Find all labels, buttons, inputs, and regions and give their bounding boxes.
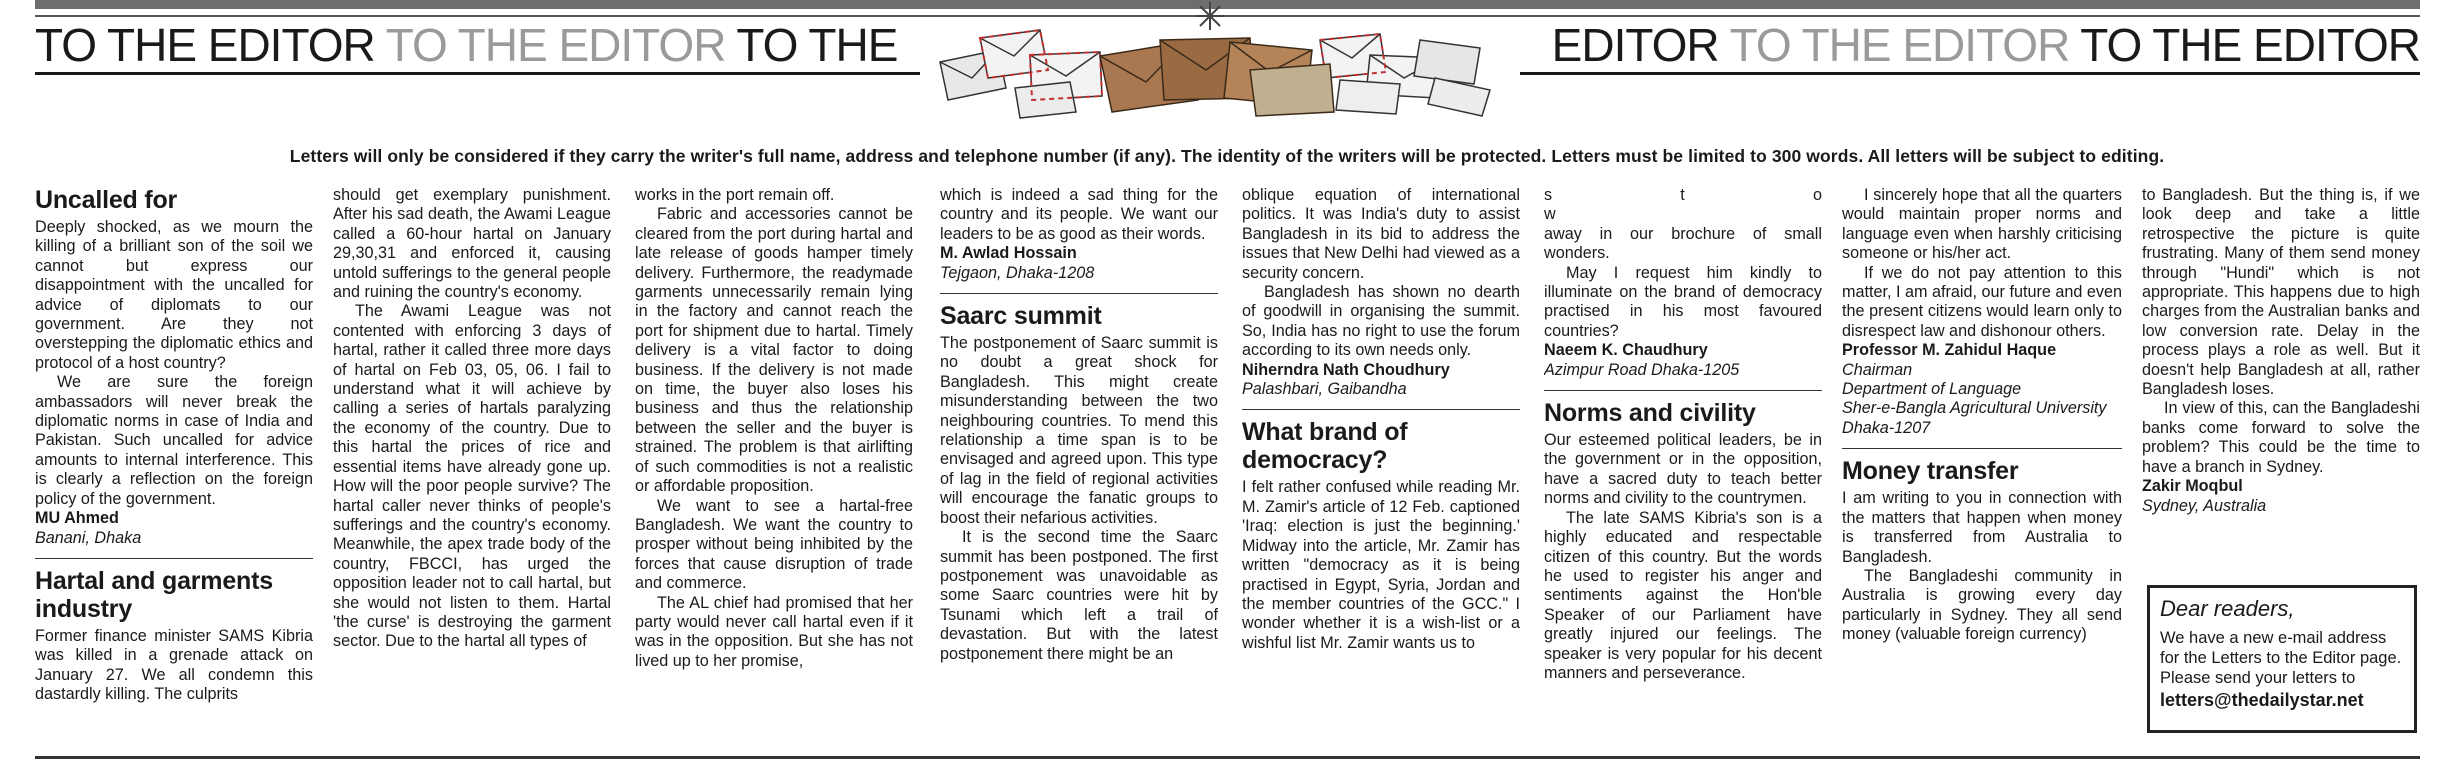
letter-paragraph: The Awami League was not contented with enforcing 3 days of hartal, rather it called three more days of hartal on Feb 03, 05, 06. I fail to understand what it will achieve by calling a series of hartals paralyzing the economy of the country. Due to this hartal the prices of rice and essential items have already gone up. How will the poor people survive? The hartal caller never thinks of people's sufferings and the country's economy. Meanwhile, the apex trade body of the country, FBCCI, has urged the opposition leader not to call hartal, but she would not listen to them. Hartal 'the curse' is destroying the garment sector. Due to the hartal all types of <box>333 302 611 651</box>
letter-paragraph: Bangladesh has shown no dearth of goodwill in organising the summit. So, India has no right to use the forum according to its own needs only. <box>1242 283 1520 360</box>
letter-signature: Zakir Moqbul <box>2142 477 2243 496</box>
column-6 <box>1544 186 1822 756</box>
letter-paragraph: May I request him kindly to illuminate on the brand of democracy practised in his most favoured countries? <box>1544 263 1822 340</box>
masthead-text: TO THE EDITOR <box>385 19 726 71</box>
masthead-underline <box>1520 72 2420 75</box>
letter-paragraph: oblique equation of international politics. It was India's duty to assist Bangladesh in its bid to address the issues that New Delhi had viewed as a security concern. <box>1242 186 1520 282</box>
letter-location: Sydney, Australia <box>2142 496 2267 515</box>
masthead-text: TO THE <box>736 19 898 71</box>
letter-paragraph: should get exemplary punishment. After his sad death, the Awami League called a 60-hour hartal on January 29,30,31 and enforced it, causing untold sufferings to the general people and ruining the country's economy. <box>333 186 611 302</box>
letter-headline: Norms and civility <box>1544 399 1756 428</box>
letter-location: Dhaka-1207 <box>1842 418 1931 437</box>
masthead-text: TO THE EDITOR <box>35 19 375 71</box>
letter-paragraph: I sincerely hope that all the quarters would maintain proper norms and language even when harshly criticising someone or his/her act. <box>1842 186 2122 263</box>
letter-headline: Hartal and garments industry <box>35 566 273 623</box>
letter-paragraph: The AL chief had promised that her party would never call hartal even if it was in the opposition. But she has not lived up to her promise, <box>635 593 913 670</box>
column-divider <box>940 293 1218 294</box>
editor-email-link[interactable]: letters@thedailystar.net <box>2160 690 2364 710</box>
letter-paragraph: I felt rather confused while reading Mr. M. Zamir's article of 12 Feb. captioned 'Iraq: election is just the beginning.' Midway into the article, Mr. Zamir has written "democracy as it is being practised in Egypt, Syria, Jordan and the member countries of the GCC." I wonder whether it is a wish-list or a wishful list Mr. Zamir wants us to <box>1242 478 1520 652</box>
letter-signature: MU Ahmed <box>35 509 119 528</box>
letter-paragraph: works in the port remain off. <box>635 186 835 204</box>
letter-paragraph: away in our brochure of small wonders. <box>1544 224 1822 263</box>
letter-paragraph: In view of this, can the Bangladeshi banks come forward to solve the problem? This could be the time to have a branch in Sydney. <box>2142 399 2420 476</box>
letter-paragraph: to Bangladesh. But the thing is, if we look deep and take a little retrospective the picture is quite frustrating. Many of them send money through "Hundi" which is not appropriate. This happens due to high charges from the Australian banks and low conversion rate. Delay in the process plays a role as well. But it doesn't help Bangladesh at all, rather Bangladesh loses. <box>2142 186 2420 399</box>
masthead-right <box>1552 20 2420 70</box>
letter-paragraph: I am writing to you in connection with the matters that happen when money is transferred from Australia to Bangladesh. <box>1842 489 2122 566</box>
column-5 <box>1242 186 1520 756</box>
letter-signature: Niherndra Nath Choudhury <box>1242 360 1450 379</box>
column-8 <box>2142 186 2420 576</box>
letter-location: Azimpur Road Dhaka-1205 <box>1544 360 1740 379</box>
letter-paragraph: The late SAMS Kibria's son is a highly educated and respectable citizen of this country. But the words he used to register his anger and sentiments against the Hon'ble Speaker of our Parliament have greatly injured our feelings. The speaker is very popular for his decent manners and perseverance. <box>1544 508 1822 682</box>
column-divider <box>35 558 313 559</box>
letter-paragraph: The Bangladeshi community in Australia is growing every day particularly in Sydney. They all send money (valuable foreign currency) <box>1842 566 2122 644</box>
letters-notice: Letters will only be considered if they carry the writer's full name, address and telephone number (if any). The identity of the writers will be protected. Letters must be limited to 300 words. All letters will be subject to editing. <box>289 146 2165 166</box>
letter-paragraph: The postponement of Saarc summit is no doubt a great shock for Bangladesh. This might create misunderstanding between the two neighbouring countries. To mend this relationship a time span is to be envisaged and agreed upon. This type of lag in the field of regional activities will encourage the fanatic groups to boost their nefarious activities. <box>940 334 1218 527</box>
column-4 <box>940 186 1218 756</box>
column-7 <box>1842 186 2122 756</box>
masthead-left <box>35 20 897 70</box>
envelopes-illustration <box>920 0 1500 120</box>
column-divider <box>1242 409 1520 410</box>
letter-headline: What brand of democracy? <box>1242 418 1408 475</box>
letter-headline: Uncalled for <box>35 186 178 214</box>
column-3 <box>635 186 913 756</box>
masthead-text: TO THE EDITOR <box>2080 19 2420 71</box>
letter-location: Department of Language <box>1842 380 2022 399</box>
letter-paragraph: which is indeed a sad thing for the country and its people. We want our leaders to be as good as their words. <box>940 186 1218 243</box>
dear-readers-heading: Dear readers, <box>2160 596 2295 621</box>
letter-location: Palashbari, Gaibandha <box>1242 380 1407 399</box>
letter-signature: Professor M. Zahidul Haque <box>1842 341 2057 360</box>
letter-paragraph: s t o w <box>1544 186 1822 224</box>
column-divider <box>1842 448 2122 449</box>
letter-paragraph: Fabric and accessories cannot be cleared from the port during hartal and late release of goods hamper timely delivery. Furthermore, the readymade garments unnecessarily remain lying in the factory and cannot reach the port for shipment due to hartal. Timely delivery is a vital factor to doing business. If the delivery is not made on time, the buyer also loses his business and thus the relationship between the seller and the buyer is strained. The problem is that airlifting of such commodities is not a realistic or affordable proposition. <box>635 205 913 496</box>
letter-paragraph: Our esteemed political leaders, be in the government or in the opposition, have a sacred duty to teach better norms and civility to the countrymen. <box>1544 431 1822 508</box>
column-2 <box>333 186 611 756</box>
letter-location: Banani, Dhaka <box>35 528 142 547</box>
dear-readers-body: We have a new e-mail address for the Letters to the Editor page. Please send your letters to <box>2160 629 2402 687</box>
dear-readers-box <box>2147 585 2417 733</box>
masthead-text: TO THE EDITOR <box>1729 19 2070 71</box>
letter-paragraph: Former finance minister SAMS Kibria was killed in a grenade attack on January 27. We all condemn this dastardly killing. The culprits <box>35 626 313 704</box>
letter-location: Tejgaon, Dhaka-1208 <box>940 263 1095 282</box>
letter-paragraph: It is the second time the Saarc summit has been postponed. The first postponement was unavoidable as some Saarc countries were hit by Tsunami which left a trail of devastation. But with the latest postponement there might be an <box>940 528 1218 663</box>
letter-headline: Saarc summit <box>940 302 1102 331</box>
letter-location: Sher-e-Bangla Agricultural University <box>1842 399 2107 418</box>
letter-paragraph: We want to see a hartal-free Bangladesh. We want the country to prosper without being inhibited by the forces that cause disruption of trade and commerce. <box>635 496 913 593</box>
letter-paragraph: Deeply shocked, as we mourn the killing of a brilliant son of the soil we cannot but express our disappointment with the uncalled for advice of diplomats to our government. Are they not overstepping the diplomatic ethics and protocol of a host country? <box>35 218 313 372</box>
letter-location: Chairman <box>1842 360 1913 379</box>
column-divider <box>1544 390 1822 391</box>
letter-paragraph: If we do not pay attention to this matter, I am afraid, our future and even the present citizens would learn only to disrespect law and dishonour others. <box>1842 263 2122 340</box>
letter-headline: Money transfer <box>1842 457 2019 486</box>
masthead-text: EDITOR <box>1551 19 1719 71</box>
letter-signature: Naeem K. Chaudhury <box>1544 341 1708 360</box>
letter-paragraph: We are sure the foreign ambassadors will never break the diplomatic norms in case of India and Pakistan. Such uncalled for advice amounts to internal interference. This is clearly a reflection on the foreign policy of the government. <box>35 373 313 508</box>
masthead-underline <box>35 72 920 75</box>
column-1 <box>35 186 313 756</box>
bottom-rule <box>35 756 2420 759</box>
letter-signature: M. Awlad Hossain <box>940 244 1077 263</box>
